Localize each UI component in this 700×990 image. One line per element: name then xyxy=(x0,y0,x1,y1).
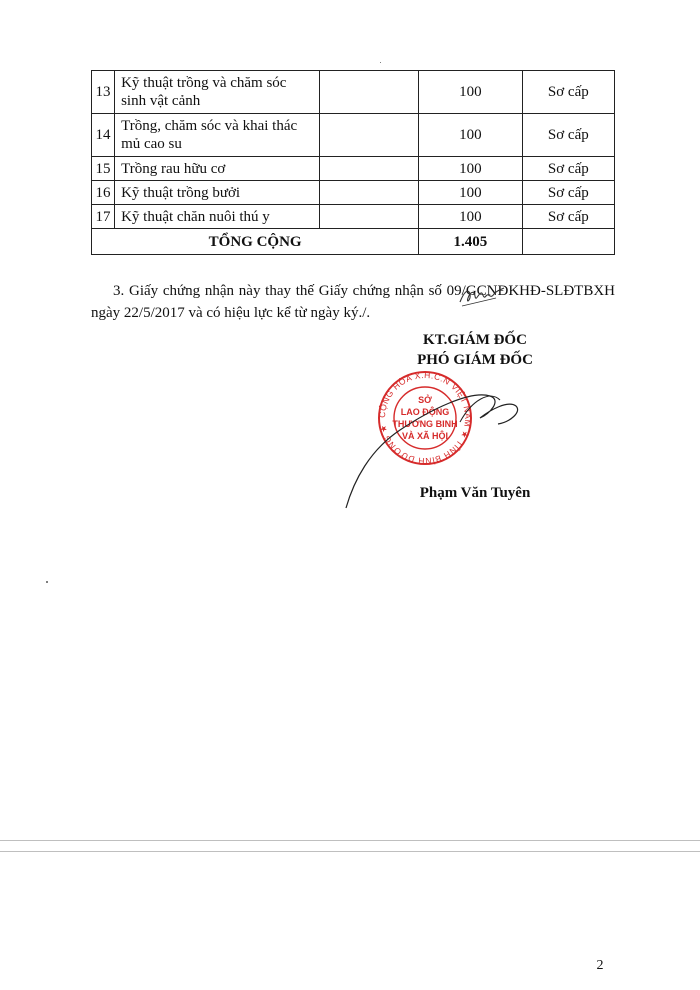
signer-name: Phạm Văn Tuyên xyxy=(419,485,531,501)
enrollment-count: 100 xyxy=(419,114,522,157)
course-name: Kỹ thuật chăn nuôi thú y xyxy=(115,205,320,229)
table-row xyxy=(92,71,615,114)
total-level xyxy=(522,229,614,255)
course-name: Kỹ thuật trồng và chăm sóc sinh vật cảnh xyxy=(115,71,320,114)
row-number: 15 xyxy=(92,157,115,181)
scan-speck xyxy=(380,62,381,63)
table-row xyxy=(92,114,615,157)
total-row xyxy=(92,229,615,255)
training-level: Sơ cấp xyxy=(522,157,614,181)
seal-ring-text: CỘNG HÒA X.H.C.N VIỆT NAM ★ TỈNH BÌNH DƯƠNG ★ xyxy=(376,370,474,466)
enrollment-count: 100 xyxy=(419,181,522,205)
signer-title: KT.GIÁM ĐỐC xyxy=(423,332,527,348)
row-number: 14 xyxy=(92,114,115,157)
blank-cell xyxy=(319,157,418,181)
training-level: Sơ cấp xyxy=(522,205,614,229)
total-count: 1.405 xyxy=(419,229,522,255)
seal-line-3: THƯƠNG BINH xyxy=(392,419,458,429)
course-name: Trồng, chăm sóc và khai thác mủ cao su xyxy=(115,114,320,157)
course-name: Trồng rau hữu cơ xyxy=(115,157,320,181)
scan-divider-line xyxy=(0,840,700,841)
table-row xyxy=(92,157,615,181)
seal-line-4: VÀ XÃ HỘI xyxy=(401,431,449,441)
course-name: Kỹ thuật trồng bưởi xyxy=(115,181,320,205)
blank-cell xyxy=(319,71,418,114)
enrollment-count: 100 xyxy=(419,157,522,181)
training-level: Sơ cấp xyxy=(522,114,614,157)
blank-cell xyxy=(319,114,418,157)
training-level: Sơ cấp xyxy=(522,181,614,205)
enrollment-count: 100 xyxy=(419,71,522,114)
row-number: 16 xyxy=(92,181,115,205)
blank-cell xyxy=(319,181,418,205)
seal-line-2: LAO ĐỘNG xyxy=(400,407,450,417)
course-table xyxy=(91,70,615,255)
row-number: 17 xyxy=(92,205,115,229)
seal-line-1: SỞ xyxy=(418,395,432,405)
initials-mark-icon xyxy=(456,284,506,310)
scan-speck xyxy=(46,581,48,583)
training-level: Sơ cấp xyxy=(522,71,614,114)
row-number: 13 xyxy=(92,71,115,114)
table-row xyxy=(92,181,615,205)
table-row xyxy=(92,205,615,229)
replacement-note: 3. Giấy chứng nhận này thay thế Giấy chứng nhận số 09/GCNĐKHĐ-SLĐTBXH ngày 22/5/2017 và có hiệu lực kể từ ngày ký./. xyxy=(91,283,615,321)
enrollment-count: 100 xyxy=(419,205,522,229)
blank-cell xyxy=(319,205,418,229)
page-number: 2 xyxy=(596,958,604,973)
signature-block xyxy=(380,330,570,370)
scan-divider-line xyxy=(0,851,700,852)
signer-subtitle: PHÓ GIÁM ĐỐC xyxy=(417,352,533,368)
total-label: TỔNG CỘNG xyxy=(92,229,419,255)
